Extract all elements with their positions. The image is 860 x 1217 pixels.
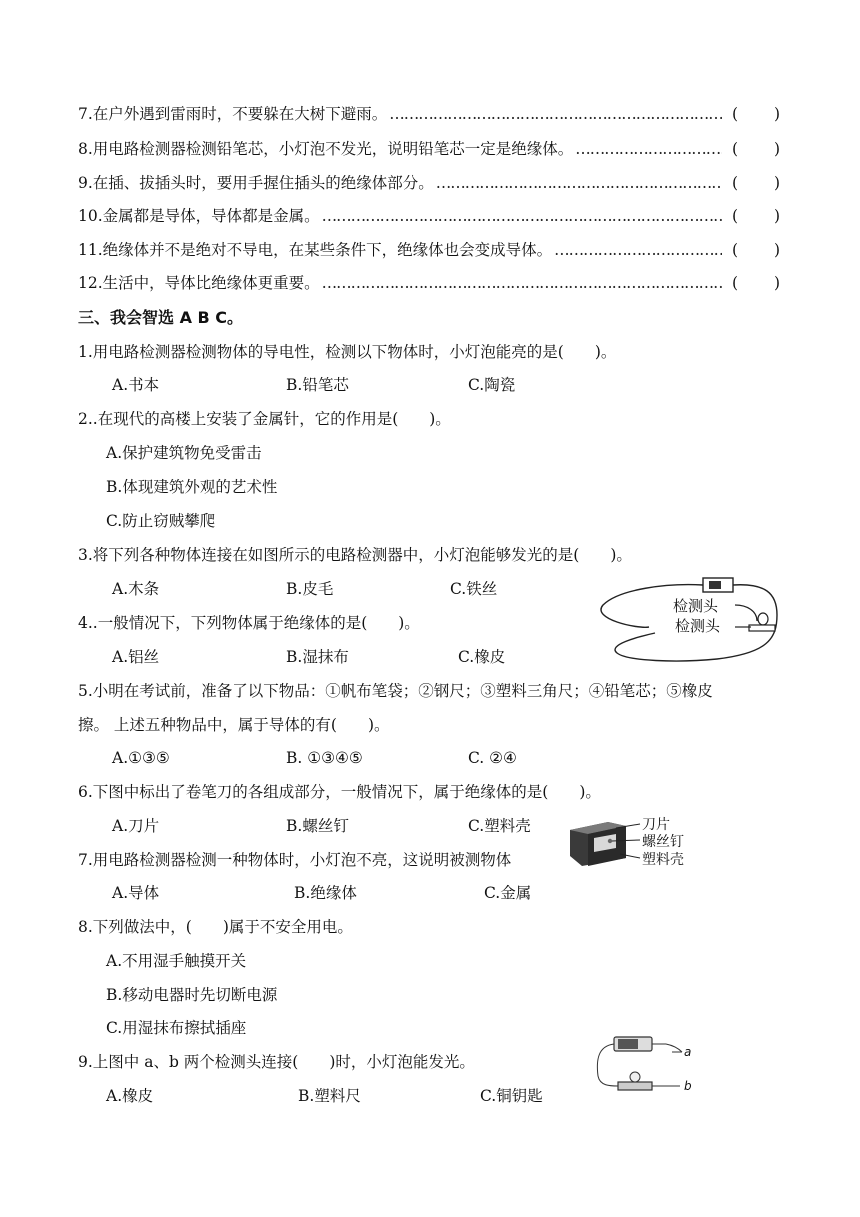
- tf-item-9: [78, 173, 780, 193]
- bulb-icon: [758, 613, 768, 625]
- leader-dots: [322, 273, 722, 293]
- leader-dots: [575, 139, 722, 159]
- probe-label-b: b: [684, 1079, 692, 1093]
- q9-option-a[interactable]: A.橡皮: [106, 1087, 154, 1105]
- tf-item-12: [78, 273, 780, 293]
- q6-option-b[interactable]: B.螺丝钉: [286, 817, 349, 835]
- q7-option-a[interactable]: A.导体: [112, 884, 160, 902]
- q9-option-b[interactable]: B.塑料尺: [298, 1087, 361, 1105]
- tf-item-8: [78, 139, 780, 159]
- section-heading: 三、我会智选 A B C。: [78, 308, 244, 327]
- probe-circuit-figure: [588, 1030, 696, 1100]
- tf-item-text: 12.生活中，导体比绝缘体更重要。: [78, 274, 320, 292]
- q8-option-b[interactable]: B.移动电器时先切断电源: [106, 986, 278, 1004]
- leader-dots: [389, 104, 722, 124]
- question-9-stem: 9.上图中 a、b 两个检测头连接( )时，小灯泡能发光。: [78, 1053, 475, 1071]
- tf-item-text: 7.在户外遇到雷雨时，不要躲在大树下避雨。: [78, 105, 388, 123]
- q1-option-a[interactable]: A.书本: [112, 376, 160, 394]
- q4-option-a[interactable]: A.铝丝: [112, 648, 160, 666]
- pencil-sharpener-figure: [560, 808, 695, 872]
- circuit-label-probe-1: 检测头: [673, 597, 719, 615]
- tf-item-11: [78, 240, 780, 260]
- q9-option-c[interactable]: C.铜钥匙: [480, 1087, 543, 1105]
- tf-item-text: 9.在插、拔插头时，要用手握住插头的绝缘体部分。: [78, 174, 434, 192]
- answer-blank[interactable]: ( ): [732, 274, 780, 292]
- tf-item-text: 11.绝缘体并不是绝对不导电，在某些条件下，绝缘体也会变成导体。: [78, 241, 553, 259]
- question-8-stem: 8.下列做法中，( )属于不安全用电。: [78, 918, 353, 936]
- sharpener-label-shell: 塑料壳: [642, 852, 684, 868]
- leader-dots: [436, 173, 722, 193]
- q5-option-c[interactable]: C. ②④: [468, 749, 517, 767]
- q3-option-b[interactable]: B.皮毛: [286, 580, 334, 598]
- answer-blank[interactable]: ( ): [732, 207, 780, 225]
- q1-option-c[interactable]: C.陶瓷: [468, 376, 516, 394]
- question-7-stem: 7.用电路检测器检测一种物体时，小灯泡不亮，这说明被测物体: [78, 851, 512, 869]
- leader-dots: [554, 240, 722, 260]
- question-2-stem: 2..在现代的高楼上安装了金属针，它的作用是( )。: [78, 410, 451, 428]
- bulb-icon: [630, 1072, 640, 1082]
- q3-option-a[interactable]: A.木条: [112, 580, 160, 598]
- answer-blank[interactable]: ( ): [732, 105, 780, 123]
- q8-option-c[interactable]: C.用湿抹布擦拭插座: [106, 1019, 247, 1037]
- q1-option-b[interactable]: B.铅笔芯: [286, 376, 349, 394]
- q6-option-a[interactable]: A.刀片: [112, 817, 160, 835]
- answer-blank[interactable]: ( ): [732, 241, 780, 259]
- q4-option-c[interactable]: C.橡皮: [458, 648, 506, 666]
- q2-option-c[interactable]: C.防止窃贼攀爬: [106, 512, 216, 530]
- q4-option-b[interactable]: B.湿抹布: [286, 648, 349, 666]
- tf-item-text: 10.金属都是导体，导体都是金属。: [78, 207, 320, 225]
- question-6-stem: 6.下图中标出了卷笔刀的各组成部分，一般情况下，属于绝缘体的是( )。: [78, 783, 601, 801]
- tf-item-7: [78, 104, 780, 124]
- battery-icon: [709, 581, 721, 589]
- sharpener-label-screw: 螺丝钉: [642, 834, 684, 850]
- probe-label-a: a: [684, 1045, 692, 1059]
- sharpener-label-blade: 刀片: [642, 817, 670, 833]
- circuit-label-probe-2: 检测头: [675, 617, 721, 635]
- question-5-stem-line-2: 擦。 上述五种物品中，属于导体的有( )。: [78, 716, 390, 734]
- q2-option-a[interactable]: A.保护建筑物免受雷击: [106, 444, 262, 462]
- q7-option-b[interactable]: B.绝缘体: [294, 884, 357, 902]
- question-3-stem: 3.将下列各种物体连接在如图所示的电路检测器中，小灯泡能够发光的是( )。: [78, 546, 632, 564]
- answer-blank[interactable]: ( ): [732, 174, 780, 192]
- q8-option-a[interactable]: A.不用湿手触摸开关: [106, 952, 247, 970]
- q6-option-c[interactable]: C.塑料壳: [468, 817, 531, 835]
- q3-option-c[interactable]: C.铁丝: [450, 580, 498, 598]
- question-4-stem: 4..一般情况下，下列物体属于绝缘体的是( )。: [78, 614, 420, 632]
- question-5-stem-line-1: 5.小明在考试前，准备了以下物品：①帆布笔袋；②钢尺；③塑料三角尺；④铅笔芯；⑤橡皮: [78, 682, 713, 700]
- answer-blank[interactable]: ( ): [732, 140, 780, 158]
- q7-option-c[interactable]: C.金属: [484, 884, 532, 902]
- q5-option-a[interactable]: A.①③⑤: [112, 749, 170, 767]
- tf-item-text: 8.用电路检测器检测铅笔芯，小灯泡不发光，说明铅笔芯一定是绝缘体。: [78, 140, 574, 158]
- circuit-tester-figure: [597, 575, 787, 665]
- q5-option-b[interactable]: B. ①③④⑤: [286, 749, 363, 767]
- tf-item-10: [78, 206, 780, 226]
- screw-icon: [608, 839, 612, 843]
- leader-dots: [322, 206, 722, 226]
- q2-option-b[interactable]: B.体现建筑外观的艺术性: [106, 478, 278, 496]
- question-1-stem: 1.用电路检测器检测物体的导电性，检测以下物体时，小灯泡能亮的是( )。: [78, 343, 617, 361]
